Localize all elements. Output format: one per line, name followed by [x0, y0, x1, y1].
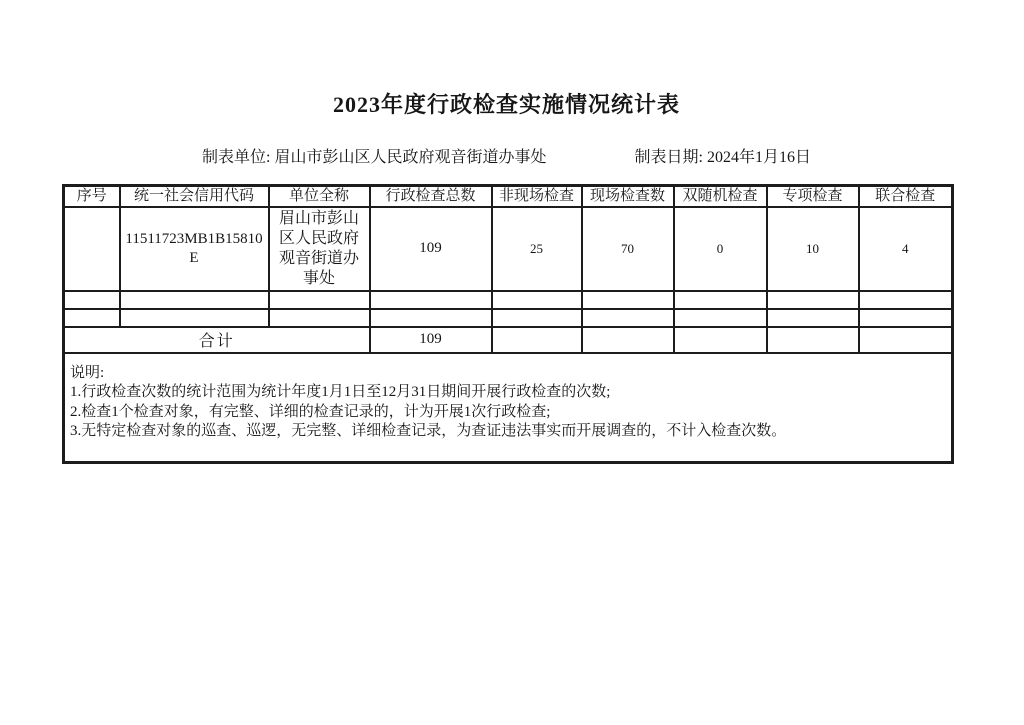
empty-cell [674, 291, 767, 309]
empty-cell [582, 309, 674, 327]
total-empty-cell [674, 327, 767, 353]
empty-cell [64, 291, 120, 309]
total-value-cell: 109 [370, 327, 492, 353]
empty-cell [370, 291, 492, 309]
notes-heading: 说明: [70, 364, 105, 381]
cell-credit-code: 11511723MB1B15810E [120, 207, 269, 291]
cell-special: 10 [767, 207, 859, 291]
header-cell-seq: 序号 [64, 186, 120, 207]
table-row [64, 207, 953, 291]
total-empty-cell [582, 327, 674, 353]
note-item-3: 3.无特定检查对象的巡查、巡逻，无完整、详细检查记录，为查证违法事实而开展调查的，不计入检查次数。 [70, 423, 787, 439]
meta-line [62, 144, 951, 167]
cell-onsite: 70 [582, 207, 674, 291]
note-item-2: 2.检查1个检查对象，有完整、详细的检查记录的，计为开展1次行政检查; [70, 403, 551, 420]
total-empty-cell [859, 327, 953, 353]
empty-cell [120, 291, 269, 309]
header-cell-offsite: 非现场检查 [492, 186, 582, 207]
total-label-cell: 合计 [64, 327, 370, 353]
empty-cell [767, 291, 859, 309]
header-cell-unit-name: 单位全称 [269, 186, 370, 207]
empty-row [64, 309, 953, 327]
empty-cell [674, 309, 767, 327]
note-item-1: 1.行政检查次数的统计范围为统计年度1月1日至12月31日期间开展行政检查的次数; [70, 384, 611, 400]
prepared-date: 制表日期: 2024年1月16日 [634, 149, 811, 166]
prepared-by: 制表单位: 眉山市彭山区人民政府观音街道办事处 [202, 149, 547, 166]
empty-cell [370, 309, 492, 327]
header-cell-special: 专项检查 [767, 186, 859, 207]
empty-row [64, 291, 953, 309]
header-row [64, 186, 953, 207]
header-cell-joint: 联合检查 [859, 186, 953, 207]
notes-cell [64, 353, 953, 463]
cell-seq [64, 207, 120, 291]
empty-cell [120, 309, 269, 327]
empty-cell [492, 309, 582, 327]
total-row [64, 327, 953, 353]
total-empty-cell [492, 327, 582, 353]
cell-total-inspections: 109 [370, 207, 492, 291]
empty-cell [269, 309, 370, 327]
header-cell-total-inspections: 行政检查总数 [370, 186, 492, 207]
empty-cell [64, 309, 120, 327]
empty-cell [492, 291, 582, 309]
empty-cell [859, 309, 953, 327]
empty-cell [269, 291, 370, 309]
total-empty-cell [767, 327, 859, 353]
empty-cell [859, 291, 953, 309]
cell-double-random: 0 [674, 207, 767, 291]
cell-joint: 4 [859, 207, 953, 291]
header-cell-credit-code: 统一社会信用代码 [120, 186, 269, 207]
notes-row [64, 353, 953, 463]
empty-cell [767, 309, 859, 327]
header-cell-onsite: 现场检查数 [582, 186, 674, 207]
empty-cell [582, 291, 674, 309]
inspection-stats-table [62, 184, 954, 464]
cell-unit-name: 眉山市彭山区人民政府观音街道办事处 [269, 207, 370, 291]
page-title: 2023年度行政检查实施情况统计表 [332, 92, 680, 117]
header-cell-double-random: 双随机检查 [674, 186, 767, 207]
cell-offsite: 25 [492, 207, 582, 291]
